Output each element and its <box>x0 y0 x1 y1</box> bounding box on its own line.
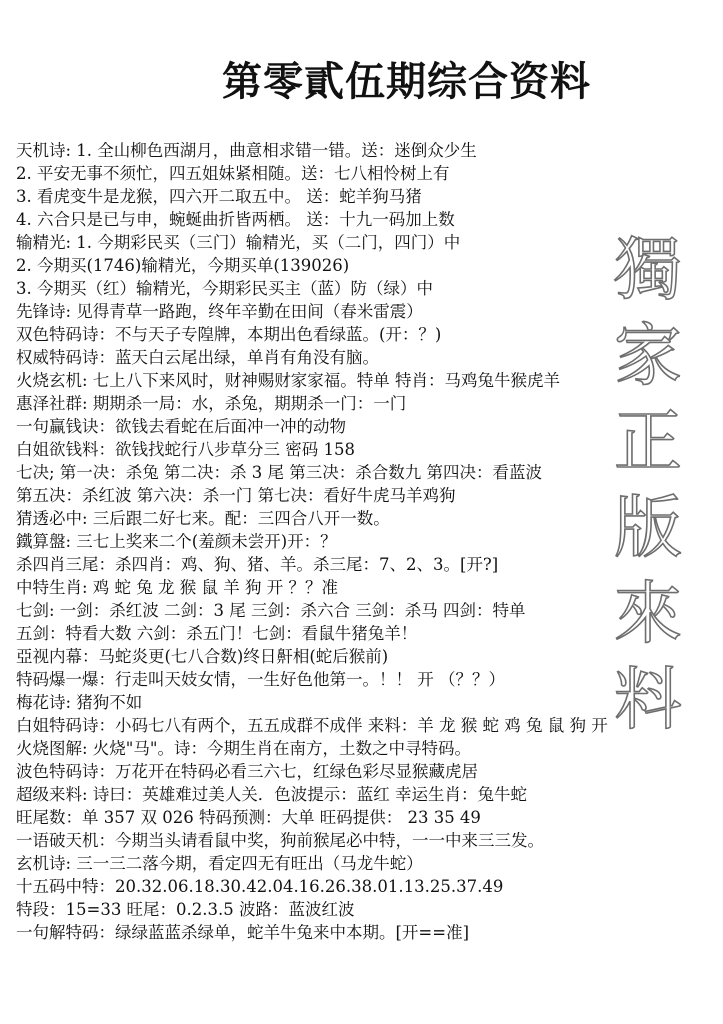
text-line: 玄机诗: 三一三二落今期，看定四无有旺出（马龙牛蛇） <box>16 854 423 873</box>
text-line: 旺尾数：单 357 双 026 特码预测：大单 旺码提供： 23 35 49 <box>16 808 481 827</box>
text-line: 惠泽社群: 期期杀一局：水，杀兔，期期杀一门：一门 <box>16 394 407 413</box>
text-line: 天机诗: 1. 全山柳色西湖月，曲意相求错一错。送：迷倒众少生 <box>16 141 477 160</box>
text-line: 亞视内幕：马蛇炎更(七八合数)终日鼾相(蛇后猴前) <box>16 647 389 666</box>
text-line: 七剑: 一剑：杀红波 二剑：3 尾 三剑：杀六合 三剑：杀马 四剑：特单 <box>16 601 526 620</box>
text-line: 第五决：杀红波 第六决：杀一门 第七决：看好牛虎马羊鸡狗 <box>16 486 456 505</box>
watermark-char: 來 <box>613 575 682 654</box>
text-line: 超级来料: 诗曰：英雄难过美人关．色波提示：蓝红 幸运生肖：兔牛蛇 <box>16 785 528 804</box>
text-line: 3. 看虎变牛是龙猴，四六开二取五中。 送：蛇羊狗马猪 <box>16 187 422 206</box>
text-line: 一句赢钱诀：欲钱去看蛇在后面冲一冲的动物 <box>16 417 346 436</box>
text-line: 火烧图解: 火烧"马"。诗：今期生肖在南方，土数之中寻特码。 <box>16 739 471 758</box>
text-line: 五剑：特看大数 六剑：杀五门！七剑：看鼠牛猪兔羊！ <box>16 624 418 643</box>
text-line: 4. 六合只是已与申，蜿蜒曲折皆两栖。 送：十九一码加上数 <box>16 210 455 229</box>
text-line: 白姐欲钱料：欲钱找蛇行八步草分三 密码 158 <box>16 440 355 459</box>
text-line: 一语破天机：今期当头请看鼠中奖，狗前猴尾必中特，一一中来三三发。 <box>16 831 544 850</box>
text-line: 一句解特码：绿绿蓝蓝杀绿单，蛇羊牛兔来中本期。[开==准] <box>16 923 470 942</box>
text-line: 中特生肖: 鸡 蛇 兔 龙 猴 鼠 羊 狗 开 ？？准 <box>16 578 339 597</box>
text-line: 鐵算盤: 三七上奖来二个(羞颜未尝开)开：？ <box>16 532 337 551</box>
watermark-char: 正 <box>613 403 682 482</box>
text-line: 十五码中特：20.32.06.18.30.42.04.16.26.38.01.13.25.37.49 <box>16 877 504 896</box>
text-line: 特码爆一爆：行走叫天妓女情，一生好色他第一。！！ 开 （？？） <box>16 670 505 689</box>
watermark-stamp <box>608 228 688 744</box>
watermark-char: 料 <box>613 661 682 740</box>
page-title: 第零貳伍期综合资料 <box>222 59 591 105</box>
text-line: 梅花诗: 猪狗不如 <box>16 693 143 712</box>
text-line: 火烧玄机: 七上八下来风时，财神赐财家家福。特单 特肖：马鸡兔牛猴虎羊 <box>16 371 561 390</box>
text-line: 猜透必中: 三后跟二好七来。配：三四合八开一数。 <box>16 509 390 528</box>
text-line: 2. 平安无事不须忙，四五姐妹紧相随。送：七八相怜树上有 <box>16 164 450 183</box>
text-line: 特段：15=33 旺尾：0.2.3.5 波路：蓝波红波 <box>16 900 355 919</box>
text-line: 白姐特码诗：小码七八有两个，五五成群不成伴 来料：羊 龙 猴 蛇 鸡 兔 鼠 狗 开 <box>16 716 608 735</box>
text-line: 先锋诗: 见得青草一路跑，终年辛勤在田间（春米雷震） <box>16 302 423 321</box>
text-line: 3. 今期买（红）输精光，今期彩民买主（蓝）防（绿）中 <box>16 279 433 298</box>
text-line: 2. 今期买(1746)输精光，今期买单(139026) <box>16 256 350 275</box>
text-line: 双色特码诗：不与天子专隍牌，本期出色看绿蓝。(开：？) <box>16 325 442 344</box>
text-line: 波色特码诗：万花开在特码必看三六七，红绿色彩尽显猴藏虎居 <box>16 762 478 781</box>
watermark-char: 家 <box>613 317 682 396</box>
text-line: 七决; 第一决：杀兔 第二决：杀 3 尾 第三决：杀合数九 第四决：看蓝波 <box>16 463 543 482</box>
watermark-char: 版 <box>613 489 682 568</box>
watermark-char: 獨 <box>613 231 682 310</box>
text-line: 输精光: 1. 今期彩民买（三门）输精光，买（二门，四门）中 <box>16 233 461 252</box>
text-line: 杀四肖三尾：杀四肖：鸡、狗、猪、羊。杀三尾：7、2、3。[开?] <box>16 555 499 574</box>
text-line: 权威特码诗：蓝天白云尾出绿，单肖有角没有脑。 <box>16 348 379 367</box>
